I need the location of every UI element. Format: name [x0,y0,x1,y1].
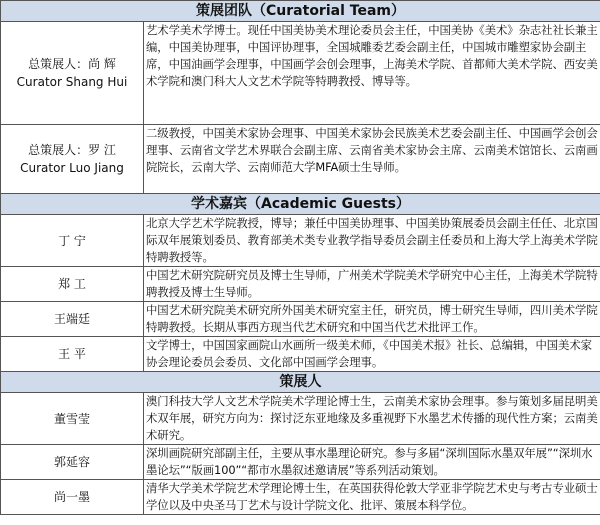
person-bio: 清华大学美术学院艺术学理论博士生，在英国获得伦敦大学亚非学院艺术史与考古专业硕士学位以及中央圣马丁艺术与设计学院文化、批评、策展本科学位。 [144,480,600,515]
section-title-academic-guests: 学术嘉宾（Academic Guests） [1,194,600,215]
person-bio: 二级教授，中国美术家协会理事、中国美术家协会民族美术艺委会副主任、中国画学会创会理事、云南省文学艺术界联合会副主席、云南省美术家协会主席、云南美术馆馆长、云南画院院长，云南大学、云南师范大学MFA硕士生导师。 [144,125,600,194]
person-name: 丁 宁 [1,215,144,267]
table-row [1,267,600,302]
table-row [1,445,600,480]
person-name-en: Curator Shang Hui [16,75,128,89]
person-name-cell [1,125,144,194]
person-name: 郑 工 [1,267,144,302]
person-name: 尚一墨 [1,480,144,515]
person-name-en: Curator Luo Jiang [20,161,124,175]
table-row [1,337,600,372]
person-bio: 深圳画院研究部副主任，主要从事水墨理论研究。参与多届“深圳国际水墨双年展”“深圳水墨论坛”“版画100”“都市水墨叙述邀请展”等系列活动策划。 [144,445,600,480]
section-header-row [1,194,600,215]
person-bio: 艺术学美术学博士。现任中国美协美术理论委员会主任，中国美协《美术》杂志社社长兼主编，中国美协理事，中国评协理事，全国城雕委艺委会副主任，中国城市雕塑家协会副主席，中国油画学会理事，中国画学会创会理事，上海美术学院、首都师大美术学院、西安美术学院和澳门科大人文艺术学院等特聘教授、博导等。 [144,22,600,125]
table-row [1,393,600,445]
person-name: 王 平 [1,337,144,372]
section-header-row [1,372,600,393]
section-header-row [1,1,600,22]
table-row [1,215,600,267]
table-row [1,302,600,337]
person-name-cn: 总策展人：尚 辉 [28,57,116,71]
person-name-cn: 总策展人：罗 江 [28,143,116,157]
person-bio: 中国艺术研究院美术研究所外国美术研究室主任，研究员，博士研究生导师，四川美术学院特聘教授。长期从事西方现当代艺术研究和中国当代艺术批评工作。 [144,302,600,337]
table-row [1,22,600,125]
person-bio: 中国艺术研究院研究员及博士生导师，广州美术学院美术学研究中心主任，上海美术学院特聘教授及博士生导师。 [144,267,600,302]
person-name: 董雪莹 [1,393,144,445]
person-bio: 澳门科技大学人文艺术学院美术学理论博士生，云南美术家协会理事。参与策划多届昆明美术双年展，研究方向为：探讨泛东亚地缘及多重视野下水墨艺术传播的现代性方案；云南美术研究。 [144,393,600,445]
person-bio: 北京大学艺术学院教授，博导；兼任中国美协理事、中国美协策展委员会副主任任、北京国际双年展策划委员、教育部美术类专业教学指导委员会副主任委员和上海大学上海美术学院特聘教授等。 [144,215,600,267]
section-title-curators: 策展人 [1,372,600,393]
person-name: 郭延容 [1,445,144,480]
table-row [1,480,600,515]
section-title-curatorial-team: 策展团队（Curatorial Team） [1,1,600,22]
person-bio: 文学博士，中国国家画院山水画所一级美术师，《中国美术报》社长、总编辑，中国美术家协会理论委员会委员、文化部中国画学会理事。 [144,337,600,372]
person-name-cell [1,22,144,125]
person-name: 王端廷 [1,302,144,337]
table-row [1,125,600,194]
